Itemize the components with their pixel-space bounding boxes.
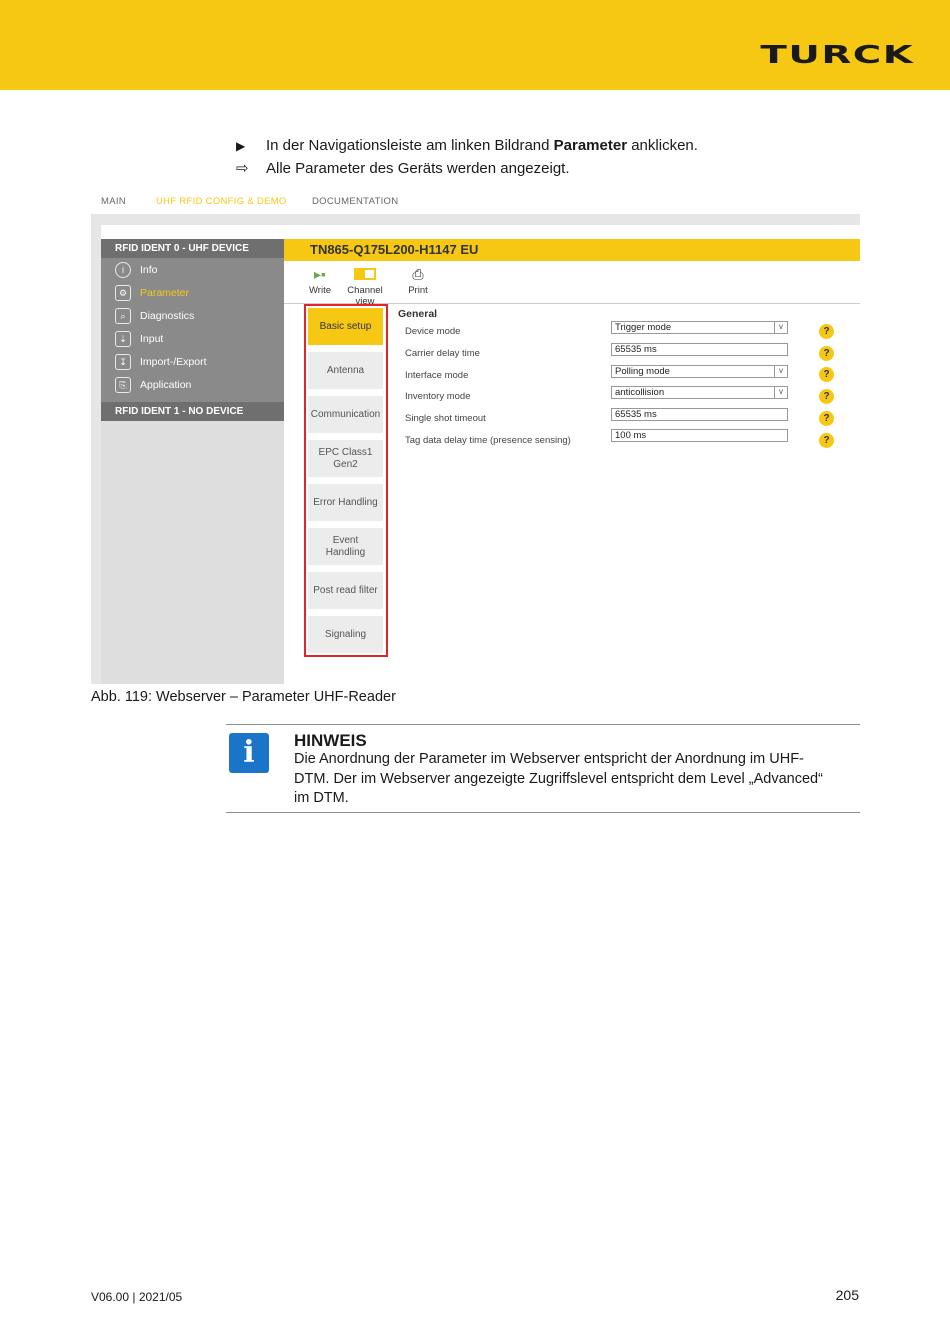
nav-main[interactable]: MAIN: [101, 196, 126, 207]
param-label: Inventory mode: [405, 391, 471, 402]
single-shot-timeout-input[interactable]: 65535 ms: [611, 408, 788, 421]
input-icon: ⇣: [115, 331, 131, 347]
write-button[interactable]: ▸▪ Write: [308, 263, 332, 296]
sidebar-item-import-export[interactable]: ↧ Import-/Export: [115, 352, 207, 372]
info-icon: i: [115, 262, 131, 278]
result-step: [236, 159, 570, 177]
toolbar: [284, 261, 860, 307]
help-icon[interactable]: ?: [819, 346, 834, 361]
help-icon[interactable]: ?: [819, 324, 834, 339]
top-navigation: [91, 190, 860, 214]
category-error-handling[interactable]: Error Handling: [308, 484, 383, 521]
device0-header[interactable]: RFID IDENT 0 - UHF DEVICE: [101, 239, 284, 258]
param-label: Carrier delay time: [405, 348, 480, 359]
param-label: Single shot timeout: [405, 413, 486, 424]
diagnostics-icon: ⌕: [115, 308, 131, 324]
arrow-right-icon: ⇨: [236, 160, 249, 177]
inventory-mode-select[interactable]: anticollision v: [611, 386, 788, 399]
gear-icon: ⚙: [115, 285, 131, 301]
category-antenna[interactable]: Antenna: [308, 352, 383, 389]
nav-documentation[interactable]: DOCUMENTATION: [312, 196, 399, 207]
sidebar-item-input[interactable]: ⇣ Input: [115, 329, 163, 349]
instruction-step: [236, 137, 698, 154]
left-panel: [91, 225, 101, 684]
help-icon[interactable]: ?: [819, 389, 834, 404]
tag-data-delay-input[interactable]: 100 ms: [611, 429, 788, 442]
step-text: In der Navigationsleiste am linken Bildrand Parameter anklicken.: [266, 137, 698, 154]
sidebar-item-info[interactable]: i Info: [115, 260, 158, 280]
category-epc-class1-gen2[interactable]: EPC Class1 Gen2: [308, 440, 383, 477]
note-bottom-rule: [226, 812, 860, 813]
param-label: Device mode: [405, 326, 461, 337]
channel-view-icon: [337, 263, 393, 285]
category-signaling[interactable]: Signaling: [308, 616, 383, 653]
channel-view-button[interactable]: Channel view: [337, 263, 393, 307]
step-text: Alle Parameter des Geräts werden angezeigt.: [266, 159, 570, 177]
category-event-handling[interactable]: Event Handling: [308, 528, 383, 565]
turck-logo: TURCK: [760, 40, 914, 69]
webserver-screenshot: [91, 190, 860, 684]
param-label: Interface mode: [405, 370, 469, 381]
note-text: Die Anordnung der Parameter im Webserver entspricht der Anordnung im UHF- DTM. Der im Webserver angezeigte Zugriffslevel entspricht dem Level „Advanced“ im DTM.: [294, 751, 823, 806]
print-button[interactable]: ⎙ Print: [407, 263, 429, 296]
header-bar: [0, 0, 950, 90]
note-title: HINWEIS: [294, 731, 367, 750]
printer-icon: ⎙: [412, 265, 424, 282]
nav-divider: [91, 214, 860, 225]
device1-header[interactable]: RFID IDENT 1 - NO DEVICE: [101, 402, 284, 421]
device-mode-select[interactable]: Trigger mode v: [611, 321, 788, 334]
triangle-bullet-icon: ▶: [236, 138, 246, 153]
interface-mode-select[interactable]: Polling mode v: [611, 365, 788, 378]
info-icon: i: [229, 733, 269, 773]
figure-caption: Abb. 119: Webserver – Parameter UHF-Reader: [91, 689, 396, 705]
nav-uhf-rfid-config[interactable]: UHF RFID CONFIG & DEMO: [156, 196, 287, 207]
help-icon[interactable]: ?: [819, 433, 834, 448]
param-label: Tag data delay time (presence sensing): [405, 435, 571, 446]
sidebar-item-diagnostics[interactable]: ⌕ Diagnostics: [115, 306, 194, 326]
page-number: 205: [835, 1287, 859, 1303]
help-icon[interactable]: ?: [819, 411, 834, 426]
sidebar-menu: [101, 258, 284, 402]
footer-version: V06.00 | 2021/05: [91, 1290, 183, 1304]
parameter-panel: [284, 239, 860, 684]
import-export-icon: ↧: [115, 354, 131, 370]
write-icon: ▸▪: [314, 265, 326, 282]
application-icon: ⎘: [115, 377, 131, 393]
help-icon[interactable]: ?: [819, 367, 834, 382]
sidebar-item-application[interactable]: ⎘ Application: [115, 375, 191, 395]
sidebar-item-parameter[interactable]: ⚙ Parameter: [115, 283, 189, 303]
section-title-general: General: [398, 308, 438, 320]
device-title: TN865-Q175L200-H1147 EU: [284, 239, 860, 261]
category-post-read-filter[interactable]: Post read filter: [308, 572, 383, 609]
category-basic-setup[interactable]: Basic setup: [308, 308, 383, 345]
carrier-delay-input[interactable]: 65535 ms: [611, 343, 788, 356]
note-top-rule: [226, 724, 860, 725]
category-communication[interactable]: Communication: [308, 396, 383, 433]
sidebar: [101, 239, 284, 684]
